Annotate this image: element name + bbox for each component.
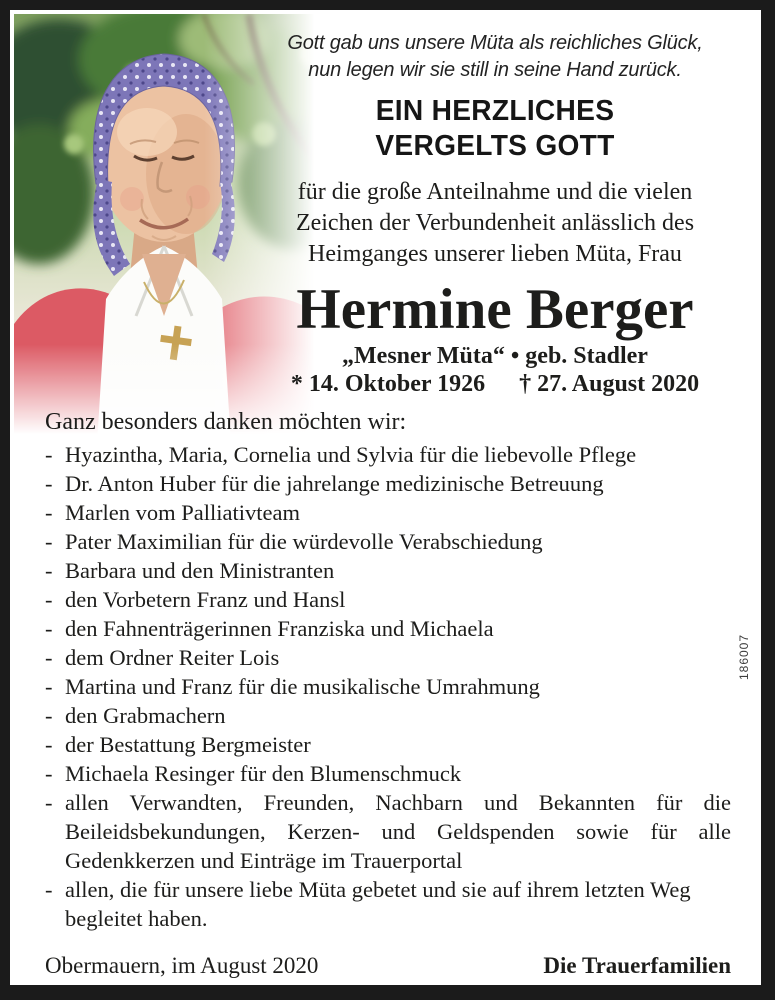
paper bbox=[10, 10, 761, 985]
intro-line-3: Heimganges unserer lieben Müta, Frau bbox=[308, 241, 682, 267]
thanks-item bbox=[45, 614, 731, 643]
death-date: † 27. August 2020 bbox=[519, 371, 700, 397]
print-number: 186007 bbox=[737, 633, 751, 681]
thanks-item bbox=[45, 440, 731, 469]
thanks-item-text: Marlen vom Palliativteam bbox=[65, 500, 300, 525]
bullet-dash: - bbox=[45, 471, 53, 496]
thanks-item bbox=[45, 701, 731, 730]
bullet-dash: - bbox=[45, 877, 53, 902]
headline-line-2: VERGELTS GOTT bbox=[375, 130, 615, 162]
thanks-item bbox=[45, 730, 731, 759]
thanks-item bbox=[45, 788, 731, 875]
intro-paragraph bbox=[265, 177, 725, 270]
thanks-item-text: Dr. Anton Huber für die jahrelange medizinische Betreuung bbox=[65, 471, 604, 496]
bullet-dash: - bbox=[45, 587, 53, 612]
thanks-item bbox=[45, 498, 731, 527]
thanks-item-text: allen Verwandten, Freunden, Nachbarn und Bekannten für die Beileidsbekundungen, Kerzen- und Geldspenden sowie für alle Gedenkkerzen und Einträge im Trauerportal bbox=[65, 790, 731, 873]
thanks-item bbox=[45, 585, 731, 614]
intro-line-1: für die große Anteilnahme und die vielen bbox=[297, 179, 693, 205]
thanks-item-text: allen, die für unsere liebe Müta gebetet und sie auf ihrem letzten Weg begleitet haben. bbox=[65, 877, 691, 931]
bullet-dash: - bbox=[45, 616, 53, 641]
thanks-item-text: den Grabmachern bbox=[65, 703, 226, 728]
life-dates bbox=[265, 370, 725, 398]
thanks-intro: Ganz besonders danken möchten wir: bbox=[45, 409, 407, 435]
deceased-name: Hermine Berger bbox=[296, 278, 694, 341]
bullet-dash: - bbox=[45, 703, 53, 728]
thanks-item bbox=[45, 643, 731, 672]
bullet-dash: - bbox=[45, 645, 53, 670]
bullet-dash: - bbox=[45, 500, 53, 525]
bullet-dash: - bbox=[45, 558, 53, 583]
birth-date: * 14. Oktober 1926 bbox=[290, 371, 486, 397]
footer bbox=[45, 952, 731, 980]
bullet-dash: - bbox=[45, 761, 53, 786]
thanks-item-text: Hyazintha, Maria, Cornelia und Sylvia für die liebevolle Pflege bbox=[65, 442, 637, 467]
thanks-headline bbox=[272, 94, 718, 164]
thanks-item-text: Martina und Franz für die musikalische Umrahmung bbox=[65, 674, 540, 699]
intro-line-2: Zeichen der Verbundenheit anlässlich des bbox=[295, 210, 695, 236]
thanks-item-text: der Bestattung Bergmeister bbox=[65, 732, 311, 757]
bullet-dash: - bbox=[45, 442, 53, 467]
thanks-list bbox=[45, 440, 731, 933]
thanks-item-text: Michaela Resinger für den Blumenschmuck bbox=[65, 761, 462, 786]
deceased-nickname: „Mesner Müta“ • geb. Stadler bbox=[342, 343, 648, 369]
bullet-dash: - bbox=[45, 529, 53, 554]
place-date: Obermauern, im August 2020 bbox=[45, 953, 319, 978]
thanks-item bbox=[45, 759, 731, 788]
thanks-item-text: den Vorbetern Franz und Hansl bbox=[65, 587, 346, 612]
verse-line-2: nun legen wir sie still in seine Hand zurück. bbox=[308, 59, 682, 81]
bullet-dash: - bbox=[45, 674, 53, 699]
thanks-item-text: dem Ordner Reiter Lois bbox=[65, 645, 280, 670]
thanks-item-text: Barbara und den Ministranten bbox=[65, 558, 335, 583]
deceased-block bbox=[265, 280, 725, 398]
thanks-item-text: den Fahnenträgerinnen Franziska und Michaela bbox=[65, 616, 494, 641]
thanks-item bbox=[45, 672, 731, 701]
thanks-item bbox=[45, 875, 731, 933]
thanks-item bbox=[45, 556, 731, 585]
signature: Die Trauerfamilien bbox=[543, 953, 731, 978]
thanks-item bbox=[45, 527, 731, 556]
headline-line-1: EIN HERZLICHES bbox=[375, 95, 615, 127]
verse-line-1: Gott gab uns unsere Müta als reichliches Glück, bbox=[287, 32, 703, 54]
memorial-verse bbox=[265, 30, 725, 84]
bullet-dash: - bbox=[45, 790, 53, 815]
thanks-item bbox=[45, 469, 731, 498]
bullet-dash: - bbox=[45, 732, 53, 757]
thanks-item-text: Pater Maximilian für die würdevolle Verabschiedung bbox=[65, 529, 543, 554]
